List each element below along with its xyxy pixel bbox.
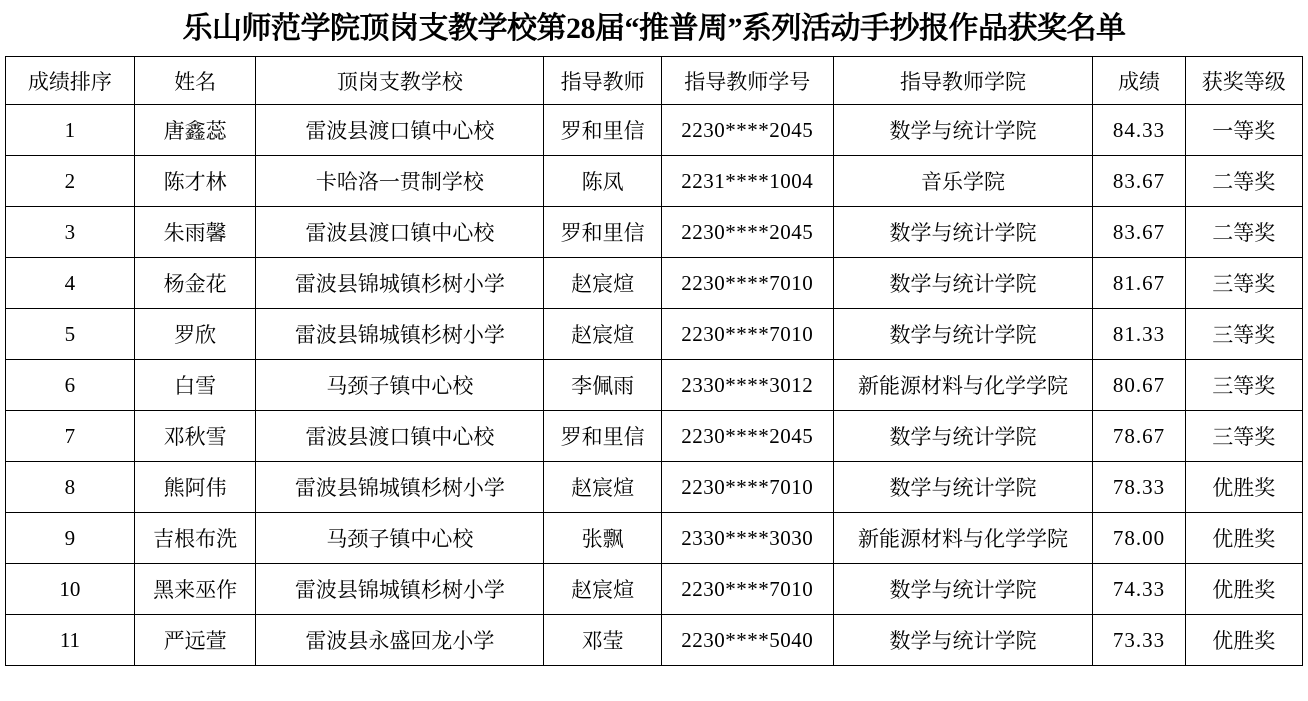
cell-teacher-college: 新能源材料与化学学院 (833, 360, 1093, 411)
cell-rank: 3 (6, 207, 135, 258)
cell-rank: 2 (6, 156, 135, 207)
cell-rank: 6 (6, 360, 135, 411)
cell-score: 73.33 (1093, 615, 1185, 666)
cell-teacher-id: 2330****3030 (661, 513, 833, 564)
cell-rank: 5 (6, 309, 135, 360)
cell-teacher-id: 2230****5040 (661, 615, 833, 666)
cell-teacher-college: 新能源材料与化学学院 (833, 513, 1093, 564)
cell-score: 78.67 (1093, 411, 1185, 462)
cell-score: 80.67 (1093, 360, 1185, 411)
cell-teacher-college: 数学与统计学院 (833, 411, 1093, 462)
table-row (6, 309, 1303, 360)
cell-teacher: 赵宸煊 (544, 564, 661, 615)
cell-name: 唐鑫蕊 (134, 105, 256, 156)
table-row (6, 564, 1303, 615)
cell-teacher: 罗和里信 (544, 411, 661, 462)
cell-award-level: 优胜奖 (1185, 513, 1302, 564)
column-header-name: 姓名 (134, 57, 256, 105)
cell-teacher-college: 音乐学院 (833, 156, 1093, 207)
table-body (6, 105, 1303, 666)
award-list-table (5, 56, 1303, 666)
cell-teacher: 陈凤 (544, 156, 661, 207)
column-header-teacher: 指导教师 (544, 57, 661, 105)
cell-teacher: 赵宸煊 (544, 309, 661, 360)
cell-teacher-id: 2230****7010 (661, 462, 833, 513)
cell-name: 罗欣 (134, 309, 256, 360)
cell-score: 81.67 (1093, 258, 1185, 309)
cell-score: 78.33 (1093, 462, 1185, 513)
cell-award-level: 二等奖 (1185, 207, 1302, 258)
table-row (6, 207, 1303, 258)
cell-name: 严远萱 (134, 615, 256, 666)
cell-rank: 7 (6, 411, 135, 462)
cell-rank: 8 (6, 462, 135, 513)
cell-teacher: 张飘 (544, 513, 661, 564)
cell-teacher: 邓莹 (544, 615, 661, 666)
cell-school: 马颈子镇中心校 (256, 513, 544, 564)
cell-award-level: 三等奖 (1185, 309, 1302, 360)
cell-award-level: 三等奖 (1185, 258, 1302, 309)
table-row (6, 513, 1303, 564)
cell-rank: 10 (6, 564, 135, 615)
cell-award-level: 一等奖 (1185, 105, 1302, 156)
cell-score: 74.33 (1093, 564, 1185, 615)
cell-score: 83.67 (1093, 207, 1185, 258)
cell-award-level: 优胜奖 (1185, 462, 1302, 513)
page-title: 乐山师范学院顶岗支教学校第28届“推普周”系列活动手抄报作品获奖名单 (182, 12, 1126, 45)
cell-school: 雷波县渡口镇中心校 (256, 207, 544, 258)
cell-school: 雷波县锦城镇杉树小学 (256, 462, 544, 513)
cell-teacher: 罗和里信 (544, 105, 661, 156)
cell-teacher-college: 数学与统计学院 (833, 258, 1093, 309)
cell-name: 朱雨馨 (134, 207, 256, 258)
cell-rank: 1 (6, 105, 135, 156)
cell-score: 81.33 (1093, 309, 1185, 360)
cell-score: 78.00 (1093, 513, 1185, 564)
cell-rank: 11 (6, 615, 135, 666)
table-row (6, 462, 1303, 513)
cell-school: 雷波县渡口镇中心校 (256, 411, 544, 462)
cell-school: 雷波县锦城镇杉树小学 (256, 564, 544, 615)
column-header-school: 顶岗支教学校 (256, 57, 544, 105)
table-row (6, 258, 1303, 309)
table-row (6, 105, 1303, 156)
cell-school: 雷波县渡口镇中心校 (256, 105, 544, 156)
cell-teacher-id: 2230****7010 (661, 258, 833, 309)
cell-rank: 4 (6, 258, 135, 309)
cell-school: 雷波县锦城镇杉树小学 (256, 258, 544, 309)
table-row (6, 360, 1303, 411)
table-header-row (6, 57, 1303, 105)
column-header-teacher-college: 指导教师学院 (833, 57, 1093, 105)
cell-teacher: 罗和里信 (544, 207, 661, 258)
cell-name: 邓秋雪 (134, 411, 256, 462)
cell-teacher-college: 数学与统计学院 (833, 309, 1093, 360)
cell-score: 84.33 (1093, 105, 1185, 156)
cell-teacher: 赵宸煊 (544, 462, 661, 513)
cell-teacher-id: 2230****2045 (661, 207, 833, 258)
cell-award-level: 三等奖 (1185, 411, 1302, 462)
cell-name: 陈才林 (134, 156, 256, 207)
column-header-score: 成绩 (1093, 57, 1185, 105)
cell-teacher-college: 数学与统计学院 (833, 462, 1093, 513)
cell-teacher-id: 2330****3012 (661, 360, 833, 411)
table-row (6, 615, 1303, 666)
cell-school: 雷波县锦城镇杉树小学 (256, 309, 544, 360)
column-header-award-level: 获奖等级 (1185, 57, 1302, 105)
cell-teacher-id: 2230****7010 (661, 309, 833, 360)
table-row (6, 411, 1303, 462)
cell-teacher-id: 2230****7010 (661, 564, 833, 615)
cell-name: 白雪 (134, 360, 256, 411)
cell-school: 马颈子镇中心校 (256, 360, 544, 411)
cell-teacher-college: 数学与统计学院 (833, 207, 1093, 258)
cell-name: 杨金花 (134, 258, 256, 309)
cell-teacher-id: 2230****2045 (661, 105, 833, 156)
cell-teacher-college: 数学与统计学院 (833, 615, 1093, 666)
cell-name: 吉根布洗 (134, 513, 256, 564)
cell-teacher-id: 2230****2045 (661, 411, 833, 462)
cell-award-level: 优胜奖 (1185, 564, 1302, 615)
cell-award-level: 三等奖 (1185, 360, 1302, 411)
cell-teacher-college: 数学与统计学院 (833, 105, 1093, 156)
cell-score: 83.67 (1093, 156, 1185, 207)
cell-school: 卡哈洛一贯制学校 (256, 156, 544, 207)
cell-teacher-id: 2231****1004 (661, 156, 833, 207)
cell-teacher-college: 数学与统计学院 (833, 564, 1093, 615)
table-header (6, 57, 1303, 105)
cell-school: 雷波县永盛回龙小学 (256, 615, 544, 666)
cell-name: 黑来巫作 (134, 564, 256, 615)
column-header-rank: 成绩排序 (6, 57, 135, 105)
cell-award-level: 优胜奖 (1185, 615, 1302, 666)
cell-name: 熊阿伟 (134, 462, 256, 513)
cell-award-level: 二等奖 (1185, 156, 1302, 207)
cell-rank: 9 (6, 513, 135, 564)
cell-teacher: 赵宸煊 (544, 258, 661, 309)
cell-teacher: 李佩雨 (544, 360, 661, 411)
column-header-teacher-id: 指导教师学号 (661, 57, 833, 105)
table-row (6, 156, 1303, 207)
